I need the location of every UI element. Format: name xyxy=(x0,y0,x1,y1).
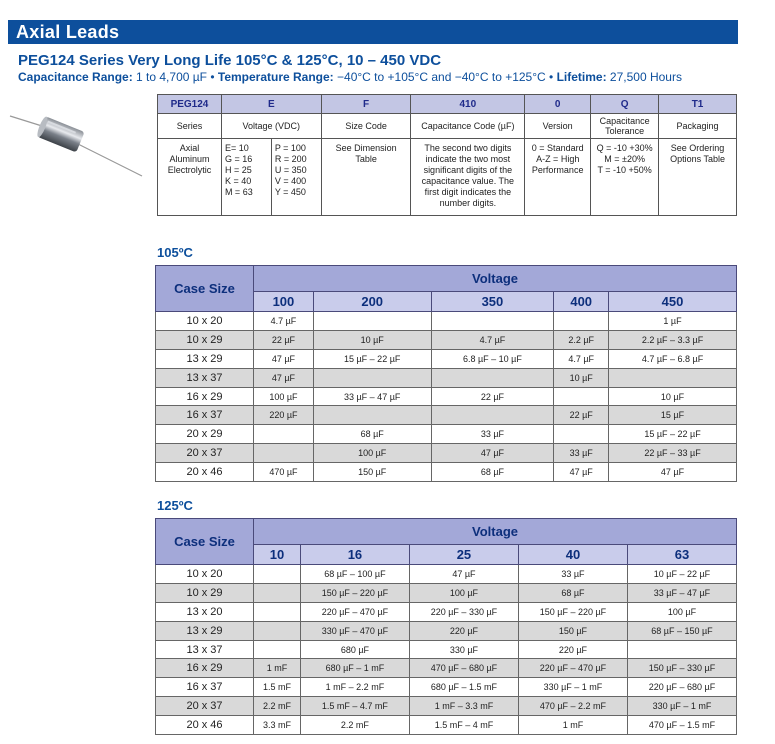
desc-size: See Dimension Table xyxy=(321,139,411,216)
label-version: Version xyxy=(525,114,591,139)
capacitance-cell: 1 µF xyxy=(609,312,737,331)
capacitance-cell: 100 µF xyxy=(254,387,314,406)
table-row xyxy=(156,312,737,331)
voltage-col-header: 100 xyxy=(254,292,314,312)
capacitance-cell: 22 µF – 33 µF xyxy=(609,444,737,463)
capacitance-cell: 1 mF – 2.2 mF xyxy=(300,678,409,697)
capacitance-cell xyxy=(431,312,554,331)
banner-title: Axial Leads xyxy=(16,22,120,42)
code-voltage: E xyxy=(221,95,321,114)
capacitance-cell: 220 µF – 470 µF xyxy=(518,659,627,678)
capacitance-cell xyxy=(254,444,314,463)
capacitance-cell: 33 µF xyxy=(431,425,554,444)
label-voltage: Voltage (VDC) xyxy=(221,114,321,139)
table-row xyxy=(156,678,737,697)
capacitance-cell xyxy=(431,368,554,387)
capacitance-cell: 33 µF xyxy=(554,444,609,463)
case-size-cell: 13 x 37 xyxy=(156,368,254,387)
label-tolerance: Capacitance Tolerance xyxy=(591,114,659,139)
capacitance-cell xyxy=(627,640,736,659)
table-row xyxy=(156,565,737,584)
case-size-cell: 16 x 29 xyxy=(156,659,254,678)
capacitance-cell: 100 µF xyxy=(409,583,518,602)
capacitance-cell: 15 µF xyxy=(609,406,737,425)
capacitance-cell xyxy=(254,583,301,602)
label-series: Series xyxy=(158,114,222,139)
capacitance-cell: 47 µF xyxy=(409,565,518,584)
capacitance-cell: 22 µF xyxy=(431,387,554,406)
capacitance-cell: 470 µF xyxy=(254,463,314,482)
voltage-col-header: 63 xyxy=(627,545,736,565)
voltage-code: Y = 450 xyxy=(274,187,306,197)
capacitance-cell xyxy=(254,602,301,621)
voltage-col-header: 400 xyxy=(554,292,609,312)
code-series: PEG124 xyxy=(158,95,222,114)
capacitance-cell: 22 µF xyxy=(254,330,314,349)
case-size-cell: 20 x 29 xyxy=(156,425,254,444)
voltage-code: V = 400 xyxy=(274,176,307,186)
capacitance-cell xyxy=(254,565,301,584)
capacitance-cell: 47 µF xyxy=(254,349,314,368)
capacitance-cell: 10 µF xyxy=(554,368,609,387)
capacitance-cell: 100 µF xyxy=(313,444,431,463)
case-size-cell: 16 x 29 xyxy=(156,387,254,406)
capacitance-cell: 4.7 µF xyxy=(554,349,609,368)
capacitance-cell: 330 µF – 470 µF xyxy=(300,621,409,640)
desc-series: Axial Aluminum Electrolytic xyxy=(158,139,222,216)
capacitance-cell: 33 µF – 47 µF xyxy=(627,583,736,602)
case-size-cell: 20 x 37 xyxy=(156,697,254,716)
capacitance-cell: 2.2 µF xyxy=(554,330,609,349)
case-size-cell: 16 x 37 xyxy=(156,678,254,697)
capacitance-cell: 10 µF – 22 µF xyxy=(627,565,736,584)
voltage-col-header: 350 xyxy=(431,292,554,312)
capacitance-cell: 220 µF – 680 µF xyxy=(627,678,736,697)
capacitance-cell: 15 µF – 22 µF xyxy=(609,425,737,444)
code-tolerance: Q xyxy=(591,95,659,114)
case-size-header: Case Size xyxy=(156,519,254,565)
capacitance-cell: 680 µF – 1.5 mF xyxy=(409,678,518,697)
desc-packaging: See Ordering Options Table xyxy=(659,139,737,216)
table-row xyxy=(156,640,737,659)
capacitance-cell: 1.5 mF – 4 mF xyxy=(409,716,518,735)
heading-125c: 125ºC xyxy=(157,498,193,513)
label-size: Size Code xyxy=(321,114,411,139)
voltage-code: P = 100 xyxy=(274,143,306,153)
table-row xyxy=(156,697,737,716)
capacitance-cell xyxy=(254,425,314,444)
case-size-cell: 20 x 46 xyxy=(156,463,254,482)
capacitance-cell: 100 µF xyxy=(627,602,736,621)
table-row xyxy=(156,406,737,425)
desc-voltage xyxy=(221,139,321,216)
case-size-cell: 16 x 37 xyxy=(156,406,254,425)
tolerance-option: T = -10 +50% xyxy=(597,165,652,175)
lifetime-label: Lifetime: xyxy=(556,70,607,84)
case-size-cell: 13 x 29 xyxy=(156,349,254,368)
capacitance-cell: 3.3 mF xyxy=(254,716,301,735)
capacitance-cell xyxy=(313,312,431,331)
capacitance-cell: 68 µF – 100 µF xyxy=(300,565,409,584)
table-row xyxy=(156,349,737,368)
capacitance-cell: 47 µF xyxy=(554,463,609,482)
capacitance-cell: 68 µF – 150 µF xyxy=(627,621,736,640)
capacitance-cell xyxy=(554,312,609,331)
capacitance-cell: 68 µF xyxy=(431,463,554,482)
capacitance-cell: 2.2 mF xyxy=(254,697,301,716)
capacitance-cell: 150 µF xyxy=(313,463,431,482)
desc-tolerance xyxy=(591,139,659,216)
code-version: 0 xyxy=(525,95,591,114)
part-description-row xyxy=(158,139,737,216)
capacitance-cell: 33 µF xyxy=(518,565,627,584)
voltage-code: U = 350 xyxy=(274,165,307,175)
voltage-code: M = 63 xyxy=(224,187,253,197)
capacitance-cell: 470 µF – 680 µF xyxy=(409,659,518,678)
capacitance-cell xyxy=(313,406,431,425)
capacitance-cell: 68 µF xyxy=(518,583,627,602)
capacitance-cell: 1 mF – 3.3 mF xyxy=(409,697,518,716)
capacitance-cell: 2.2 µF – 3.3 µF xyxy=(609,330,737,349)
case-size-cell: 13 x 20 xyxy=(156,602,254,621)
desc-version xyxy=(525,139,591,216)
table-row xyxy=(156,659,737,678)
capacitance-cell xyxy=(554,387,609,406)
voltage-col-header: 200 xyxy=(313,292,431,312)
tolerance-option: M = ±20% xyxy=(604,154,645,164)
capacitance-cell: 10 µF xyxy=(313,330,431,349)
case-size-cell: 10 x 29 xyxy=(156,330,254,349)
capacitance-cell xyxy=(254,621,301,640)
table-row xyxy=(156,463,737,482)
capacitance-cell xyxy=(431,406,554,425)
table-row xyxy=(156,602,737,621)
heading-105c: 105ºC xyxy=(157,245,193,260)
desc-capacitance: The second two digits indicate the two most significant digits of the capacitance value. The first digit indicates the number digits. xyxy=(411,139,525,216)
capacitance-cell: 150 µF – 220 µF xyxy=(300,583,409,602)
tolerance-option: Q = -10 +30% xyxy=(596,143,653,153)
capacitance-cell: 4.7 µF xyxy=(254,312,314,331)
voltage-col-header: 25 xyxy=(409,545,518,565)
capacitance-cell xyxy=(609,368,737,387)
table-row xyxy=(156,583,737,602)
label-capacitance: Capacitance Code (µF) xyxy=(411,114,525,139)
table-row xyxy=(156,330,737,349)
capacitance-cell: 470 µF – 2.2 mF xyxy=(518,697,627,716)
series-title: PEG124 Series Very Long Life 105°C & 125°C, 10 – 450 VDC xyxy=(18,52,442,69)
series-ranges xyxy=(18,70,682,84)
voltage-col-header: 450 xyxy=(609,292,737,312)
table-row xyxy=(156,387,737,406)
capacitance-cell: 4.7 µF – 6.8 µF xyxy=(609,349,737,368)
capacitance-cell: 6.8 µF – 10 µF xyxy=(431,349,554,368)
case-size-header: Case Size xyxy=(156,266,254,312)
capacitor-image xyxy=(8,112,144,182)
part-number-table xyxy=(157,94,737,216)
part-label-row xyxy=(158,114,737,139)
voltage-code: R = 200 xyxy=(274,154,307,164)
cap-range-label: Capacitance Range: xyxy=(18,70,133,84)
capacitance-cell: 47 µF xyxy=(431,444,554,463)
capacitance-cell: 680 µF – 1 mF xyxy=(300,659,409,678)
capacitance-cell: 330 µF xyxy=(409,640,518,659)
capacitance-cell: 220 µF – 330 µF xyxy=(409,602,518,621)
voltage-code: E= 10 xyxy=(224,143,249,153)
capacitance-cell: 680 µF xyxy=(300,640,409,659)
code-capacitance: 410 xyxy=(411,95,525,114)
version-option: 0 = Standard xyxy=(531,143,584,153)
capacitance-cell: 220 µF – 470 µF xyxy=(300,602,409,621)
table-row xyxy=(156,368,737,387)
code-packaging: T1 xyxy=(659,95,737,114)
voltage-col-header: 40 xyxy=(518,545,627,565)
table-row xyxy=(156,425,737,444)
capacitance-cell: 150 µF xyxy=(518,621,627,640)
case-size-cell: 10 x 20 xyxy=(156,565,254,584)
capacitance-cell: 47 µF xyxy=(609,463,737,482)
voltage-codes-right xyxy=(272,139,321,215)
voltage-code: G = 16 xyxy=(224,154,253,164)
capacitance-cell: 15 µF – 22 µF xyxy=(313,349,431,368)
code-size: F xyxy=(321,95,411,114)
voltage-code: H = 25 xyxy=(224,165,252,175)
capacitance-cell xyxy=(254,640,301,659)
capacitance-cell: 470 µF – 1.5 mF xyxy=(627,716,736,735)
temp-range-label: Temperature Range: xyxy=(217,70,334,84)
capacitance-cell xyxy=(313,368,431,387)
capacitance-cell: 1.5 mF xyxy=(254,678,301,697)
capacitance-cell: 150 µF – 330 µF xyxy=(627,659,736,678)
capacitance-cell: 1 mF xyxy=(254,659,301,678)
section-banner xyxy=(8,20,738,44)
capacitance-cell: 330 µF – 1 mF xyxy=(627,697,736,716)
voltage-col-header: 10 xyxy=(254,545,301,565)
capacitance-cell: 220 µF xyxy=(409,621,518,640)
capacitance-cell: 22 µF xyxy=(554,406,609,425)
cap-range-value: 1 to 4,700 µF • xyxy=(132,70,218,84)
capacitance-cell: 330 µF – 1 mF xyxy=(518,678,627,697)
table-row xyxy=(156,716,737,735)
voltage-code: K = 40 xyxy=(224,176,252,186)
part-code-row xyxy=(158,95,737,114)
voltage-codes-left xyxy=(222,139,272,215)
capacitance-cell: 47 µF xyxy=(254,368,314,387)
capacitance-cell: 4.7 µF xyxy=(431,330,554,349)
temp-range-value: −40°C to +105°C and −40°C to +125°C • xyxy=(333,70,557,84)
case-size-cell: 10 x 29 xyxy=(156,583,254,602)
table-row xyxy=(156,621,737,640)
label-packaging: Packaging xyxy=(659,114,737,139)
capacitance-cell: 220 µF xyxy=(518,640,627,659)
case-size-cell: 20 x 37 xyxy=(156,444,254,463)
version-option: A-Z = High Performance xyxy=(531,154,584,175)
capacitance-cell: 1 mF xyxy=(518,716,627,735)
capacitance-cell: 68 µF xyxy=(313,425,431,444)
voltage-header: Voltage xyxy=(254,519,737,545)
capacitance-cell xyxy=(554,425,609,444)
capacitance-cell: 2.2 mF xyxy=(300,716,409,735)
lifetime-value: 27,500 Hours xyxy=(606,70,682,84)
case-size-cell: 13 x 37 xyxy=(156,640,254,659)
table-row xyxy=(156,444,737,463)
capacitance-cell: 10 µF xyxy=(609,387,737,406)
case-size-cell: 10 x 20 xyxy=(156,312,254,331)
capacitance-cell: 150 µF – 220 µF xyxy=(518,602,627,621)
capacitance-cell: 1.5 mF – 4.7 mF xyxy=(300,697,409,716)
case-size-cell: 20 x 46 xyxy=(156,716,254,735)
voltage-col-header: 16 xyxy=(300,545,409,565)
voltage-table-105c xyxy=(155,265,737,482)
capacitance-cell: 33 µF – 47 µF xyxy=(313,387,431,406)
capacitance-cell: 220 µF xyxy=(254,406,314,425)
voltage-table-125c xyxy=(155,518,737,735)
voltage-header: Voltage xyxy=(254,266,737,292)
case-size-cell: 13 x 29 xyxy=(156,621,254,640)
